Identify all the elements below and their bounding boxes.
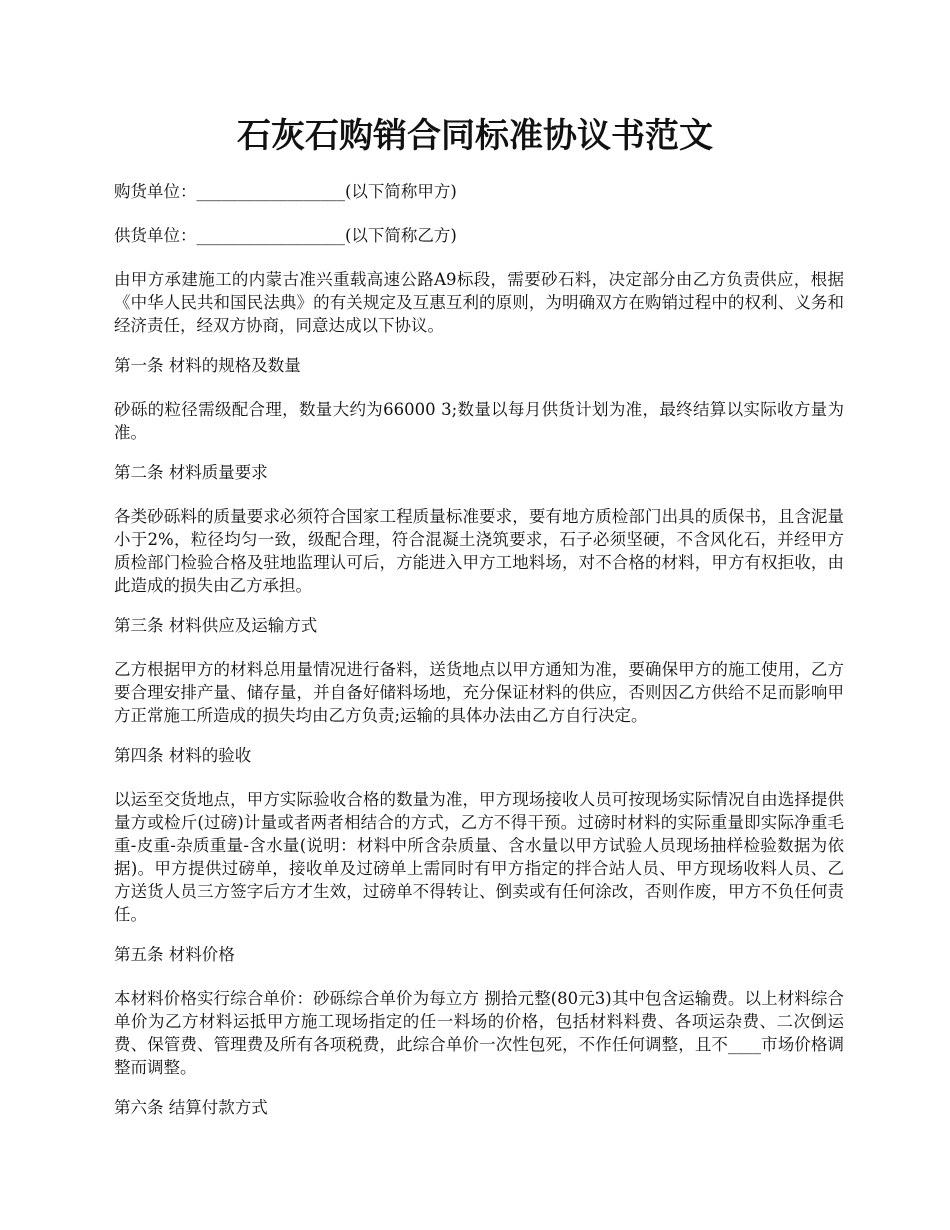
- section-text: 砂砾的粒径需级配合理，数量大约为66000 3;数量以每月供货计划为准，最终结算以实际收方量为准。: [114, 400, 844, 442]
- document-title: 石灰石购销合同标准协议书范文: [237, 116, 713, 156]
- section-heading: 第一条 材料的规格及数量: [114, 356, 301, 375]
- section-text: 本材料价格实行综合单价：砂砾综合单价为每立方 捌拾元整(80元3)其中包含运输费。以上材料综合单价为乙方材料运抵甲方施工现场指定的任一料场的价格，包括材料料费、各项运杂费、二次倒运费、保管费、管理费及所有各项税费，此综合单价一次性包死，不作任何调整，且不____市场价格调整而调整。: [114, 989, 844, 1077]
- intro-paragraph: 由甲方承建施工的内蒙古准兴重载高速公路A9标段，需要砂石料，决定部分由乙方负责供应，根据《中华人民共和国民法典》的有关规定及互惠互利的原则，为明确双方在购销过程中的权利、义务和经济责任，经双方协商，同意达成以下协议。: [114, 270, 844, 335]
- supplier-line: 供货单位：__________________(以下简称乙方): [114, 226, 457, 245]
- section-heading: 第二条 材料质量要求: [114, 463, 268, 482]
- buyer-line: 购货单位：__________________(以下简称甲方): [114, 182, 457, 201]
- section-heading: 第三条 材料供应及运输方式: [114, 616, 318, 635]
- section-heading: 第五条 材料价格: [114, 945, 235, 964]
- document-body: [114, 180, 844, 1140]
- section-heading: 第四条 材料的验收: [114, 746, 252, 765]
- section-text: 以运至交货地点，甲方实际验收合格的数量为准，甲方现场接收人员可按现场实际情况自由选择提供量方或检斤(过磅)计量或者两者相结合的方式，乙方不得干预。过磅时材料的实际重量即实际净重毛重-皮重-杂质重量-含水量(说明：材料中所含杂质量、含水量以甲方试验人员现场抽样检验数据为依据)。甲方提供过磅单，接收单及过磅单上需同时有甲方指定的拌合站人员、甲方现场收料人员、乙方送货人员三方签字后方才生效，过磅单不得转让、倒卖或有任何涂改，否则作废，甲方不负任何责任。: [114, 790, 844, 924]
- section-text: 各类砂砾料的质量要求必须符合国家工程质量标准要求，要有地方质检部门出具的质保书，且含泥量小于2%，粒径均匀一致，级配合理，符合混凝土浇筑要求，石子必须坚硬，不含风化石，并经甲方质检部门检验合格及驻地监理认可后，方能进入甲方工地料场，对不合格的材料，甲方有权拒收，由此造成的损失由乙方承担。: [114, 507, 844, 595]
- section-heading: 第六条 结算付款方式: [114, 1098, 268, 1117]
- section-text: 乙方根据甲方的材料总用量情况进行备料，送货地点以甲方通知为准，要确保甲方的施工使用，乙方要合理安排产量、储存量，并自备好储料场地，充分保证材料的供应，否则因乙方供给不足而影响甲方正常施工所造成的损失均由乙方负责;运输的具体办法由乙方自行决定。: [114, 660, 844, 725]
